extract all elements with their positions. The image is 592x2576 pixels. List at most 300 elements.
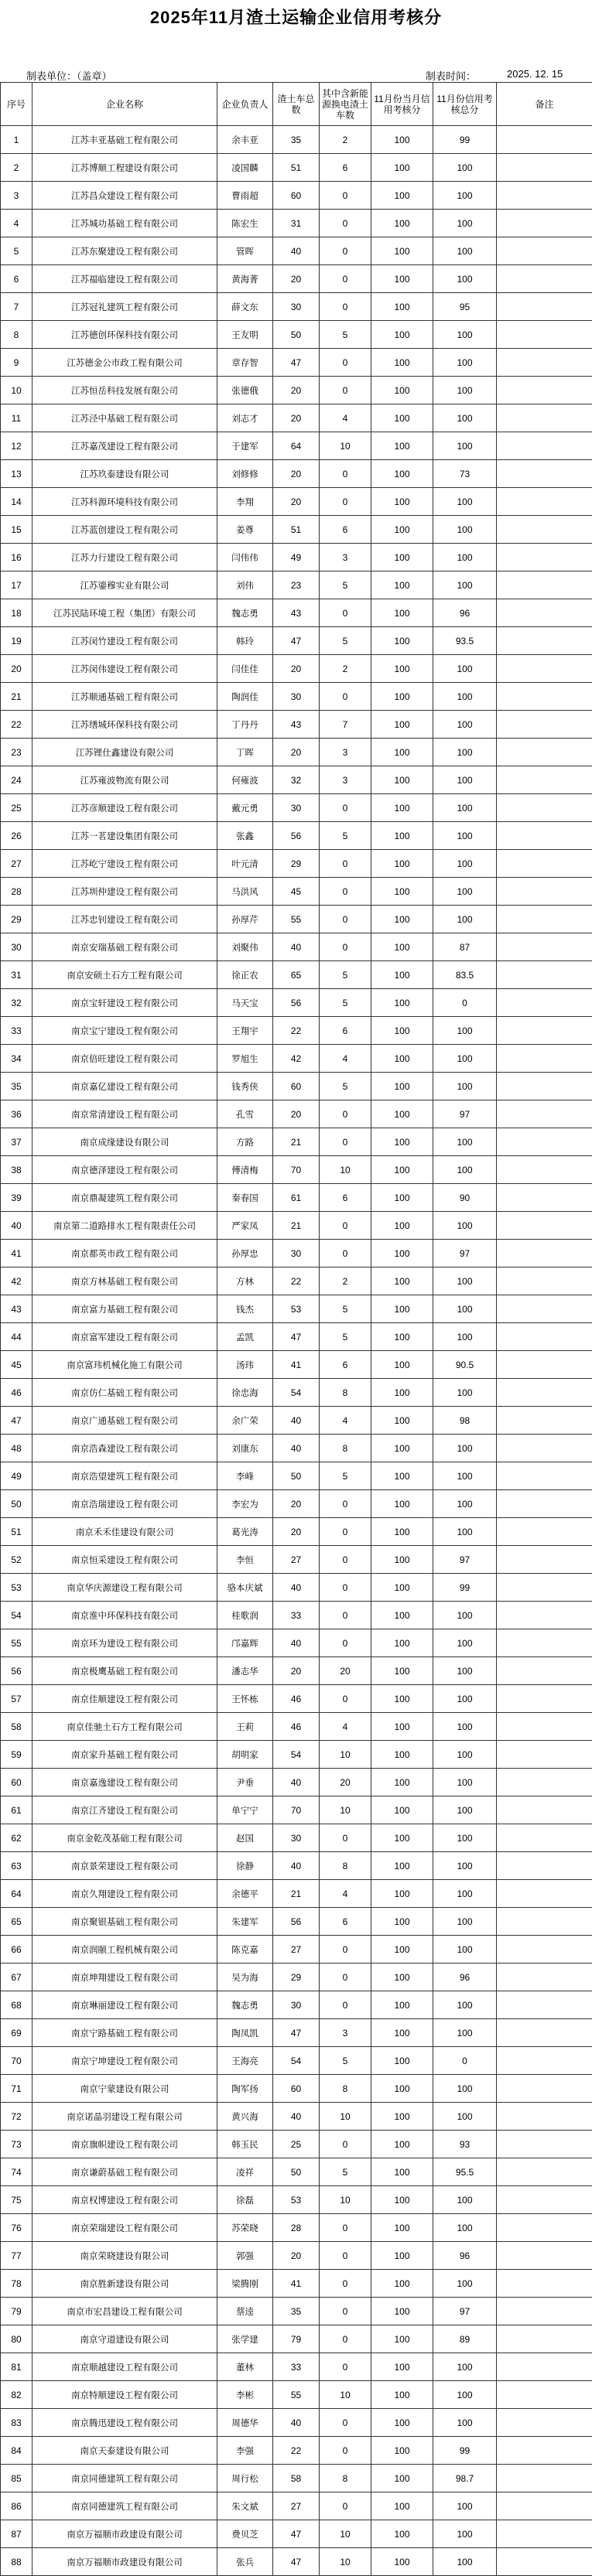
cell-person: 尹垂 — [217, 1769, 273, 1796]
table-row — [1, 460, 592, 488]
cell-month-score: 100 — [371, 2186, 433, 2214]
cell-person: 潘志华 — [217, 1657, 273, 1685]
cell-new-energy: 6 — [320, 1184, 371, 1212]
cell-month-score: 100 — [371, 2353, 433, 2381]
cell-remark — [497, 1017, 592, 1045]
table-row — [1, 1741, 592, 1769]
cell-month-score: 100 — [371, 2437, 433, 2465]
cell-month-score: 100 — [371, 850, 433, 878]
cell-total-score: 98 — [433, 1407, 497, 1435]
cell-total-score: 100 — [433, 906, 497, 933]
cell-month-score: 100 — [371, 126, 433, 154]
cell-trucks: 40 — [273, 2409, 320, 2437]
cell-month-score: 100 — [371, 627, 433, 655]
cell-company: 南京禾禾佳建设有限公司 — [33, 1518, 217, 1546]
cell-trucks: 51 — [273, 516, 320, 544]
cell-remark — [497, 1268, 592, 1295]
table-row — [1, 1880, 592, 1908]
cell-new-energy: 0 — [320, 2325, 371, 2353]
cell-month-score: 100 — [371, 2492, 433, 2520]
cell-index: 74 — [1, 2158, 33, 2186]
cell-index: 14 — [1, 488, 33, 516]
cell-person: 张鑫 — [217, 822, 273, 850]
cell-total-score: 100 — [433, 711, 497, 739]
cell-index: 62 — [1, 1824, 33, 1852]
cell-remark — [497, 599, 592, 627]
header-company: 企业名称 — [33, 83, 217, 126]
cell-index: 36 — [1, 1100, 33, 1128]
cell-month-score: 100 — [371, 2019, 433, 2047]
cell-company: 江苏锂仕鑫建设有限公司 — [33, 739, 217, 766]
cell-month-score: 100 — [371, 1268, 433, 1295]
cell-person: 孔雪 — [217, 1100, 273, 1128]
cell-trucks: 40 — [273, 1629, 320, 1657]
cell-remark — [497, 2548, 592, 2576]
cell-month-score: 100 — [371, 571, 433, 599]
table-row — [1, 1908, 592, 1936]
cell-month-score: 100 — [371, 2158, 433, 2186]
cell-remark — [497, 1908, 592, 1936]
table-row — [1, 1796, 592, 1824]
cell-new-energy: 4 — [320, 1880, 371, 1908]
table-row — [1, 432, 592, 460]
cell-month-score: 100 — [371, 1518, 433, 1546]
cell-month-score: 100 — [371, 1462, 433, 1490]
cell-month-score: 100 — [371, 432, 433, 460]
cell-remark — [497, 1769, 592, 1796]
cell-index: 29 — [1, 906, 33, 933]
cell-trucks: 40 — [273, 2103, 320, 2131]
cell-total-score: 100 — [433, 377, 497, 404]
cell-month-score: 100 — [371, 404, 433, 432]
cell-trucks: 30 — [273, 794, 320, 822]
cell-remark — [497, 2131, 592, 2158]
cell-new-energy: 8 — [320, 2075, 371, 2103]
cell-person: 方林 — [217, 1268, 273, 1295]
cell-trucks: 43 — [273, 599, 320, 627]
cell-remark — [497, 878, 592, 906]
cell-company: 江苏一茗建设集团有限公司 — [33, 822, 217, 850]
cell-trucks: 43 — [273, 711, 320, 739]
cell-total-score: 100 — [433, 349, 497, 377]
cell-company: 江苏恒岳科技发展有限公司 — [33, 377, 217, 404]
cell-trucks: 70 — [273, 1796, 320, 1824]
cell-month-score: 100 — [371, 154, 433, 182]
cell-month-score: 100 — [371, 1964, 433, 1991]
cell-remark — [497, 1462, 592, 1490]
cell-person: 费贝芝 — [217, 2520, 273, 2548]
cell-index: 46 — [1, 1379, 33, 1407]
cell-month-score: 100 — [371, 1880, 433, 1908]
cell-remark — [497, 2381, 592, 2409]
cell-person: 郭强 — [217, 2242, 273, 2270]
cell-person: 李翔 — [217, 488, 273, 516]
cell-remark — [497, 1657, 592, 1685]
header-month-score: 11月份当月信用考核分 — [371, 83, 433, 126]
cell-trucks: 53 — [273, 2186, 320, 2214]
table-row — [1, 989, 592, 1017]
cell-new-energy: 5 — [320, 321, 371, 349]
cell-new-energy: 10 — [320, 1156, 371, 1184]
cell-trucks: 30 — [273, 293, 320, 321]
cell-index: 51 — [1, 1518, 33, 1546]
cell-remark — [497, 711, 592, 739]
cell-total-score: 97 — [433, 1546, 497, 1574]
cell-trucks: 40 — [273, 1852, 320, 1880]
cell-index: 30 — [1, 933, 33, 961]
table-row — [1, 933, 592, 961]
cell-new-energy: 10 — [320, 432, 371, 460]
cell-month-score: 100 — [371, 1407, 433, 1435]
cell-month-score: 100 — [371, 349, 433, 377]
cell-company: 江苏城功基础工程有限公司 — [33, 210, 217, 237]
cell-person: 傅清梅 — [217, 1156, 273, 1184]
header-row — [1, 83, 592, 126]
cell-total-score: 96 — [433, 1964, 497, 1991]
cell-index: 45 — [1, 1351, 33, 1379]
cell-total-score: 95 — [433, 293, 497, 321]
cell-remark — [497, 265, 592, 293]
cell-index: 65 — [1, 1908, 33, 1936]
date-value: 2025. 12. 15 — [507, 68, 563, 80]
cell-month-score: 100 — [371, 2131, 433, 2158]
cell-company: 南京坤翔建设工程有限公司 — [33, 1964, 217, 1991]
cell-person: 李强 — [217, 2437, 273, 2465]
cell-remark — [497, 1936, 592, 1964]
table-row — [1, 683, 592, 711]
cell-trucks: 60 — [273, 2075, 320, 2103]
cell-new-energy: 5 — [320, 989, 371, 1017]
cell-month-score: 100 — [371, 1908, 433, 1936]
cell-person: 周行松 — [217, 2465, 273, 2492]
cell-person: 钱杰 — [217, 1295, 273, 1323]
table-row — [1, 1518, 592, 1546]
cell-trucks: 40 — [273, 933, 320, 961]
cell-company: 南京同德建筑工程有限公司 — [33, 2492, 217, 2520]
cell-total-score: 90.5 — [433, 1351, 497, 1379]
cell-total-score: 100 — [433, 544, 497, 571]
cell-company: 南京极鹰基础工程有限公司 — [33, 1657, 217, 1685]
cell-month-score: 100 — [371, 1490, 433, 1518]
cell-index: 20 — [1, 655, 33, 683]
cell-trucks: 65 — [273, 961, 320, 989]
cell-index: 13 — [1, 460, 33, 488]
cell-index: 60 — [1, 1769, 33, 1796]
cell-index: 26 — [1, 822, 33, 850]
cell-person: 陶军扬 — [217, 2075, 273, 2103]
cell-trucks: 41 — [273, 1351, 320, 1379]
cell-month-score: 100 — [371, 544, 433, 571]
cell-month-score: 100 — [371, 1435, 433, 1462]
cell-new-energy: 0 — [320, 683, 371, 711]
cell-company: 南京富军建设工程有限公司 — [33, 1323, 217, 1351]
cell-trucks: 55 — [273, 2381, 320, 2409]
cell-company: 南京宁蒙建设有限公司 — [33, 2075, 217, 2103]
cell-trucks: 47 — [273, 1323, 320, 1351]
cell-company: 江苏忠钊建设工程有限公司 — [33, 906, 217, 933]
cell-trucks: 30 — [273, 1240, 320, 1268]
table-row — [1, 154, 592, 182]
cell-company: 南京鼎凝建筑工程有限公司 — [33, 1184, 217, 1212]
cell-trucks: 64 — [273, 432, 320, 460]
table-row — [1, 906, 592, 933]
cell-remark — [497, 182, 592, 210]
cell-trucks: 79 — [273, 2325, 320, 2353]
cell-month-score: 100 — [371, 1295, 433, 1323]
cell-company: 南京宝轩建设工程有限公司 — [33, 989, 217, 1017]
cell-trucks: 54 — [273, 1741, 320, 1769]
cell-trucks: 47 — [273, 2548, 320, 2576]
table-row — [1, 1852, 592, 1880]
cell-company: 江苏屹宁建设工程有限公司 — [33, 850, 217, 878]
cell-company: 南京仿仁基础工程有限公司 — [33, 1379, 217, 1407]
cell-company: 南京方林基础工程有限公司 — [33, 1268, 217, 1295]
cell-remark — [497, 2298, 592, 2325]
cell-new-energy: 4 — [320, 404, 371, 432]
cell-company: 南京倍旺建设工程有限公司 — [33, 1045, 217, 1073]
cell-remark — [497, 989, 592, 1017]
table-row — [1, 1713, 592, 1741]
cell-total-score: 100 — [433, 1824, 497, 1852]
cell-company: 南京琳丽建设工程有限公司 — [33, 1991, 217, 2019]
cell-total-score: 100 — [433, 432, 497, 460]
cell-total-score: 100 — [433, 2409, 497, 2437]
cell-person: 陈克嘉 — [217, 1936, 273, 1964]
cell-month-score: 100 — [371, 488, 433, 516]
table-row — [1, 822, 592, 850]
cell-new-energy: 0 — [320, 794, 371, 822]
cell-new-energy: 5 — [320, 1073, 371, 1100]
cell-person: 徐忠海 — [217, 1379, 273, 1407]
table-row — [1, 1240, 592, 1268]
cell-total-score: 100 — [433, 2214, 497, 2242]
cell-person: 秦春国 — [217, 1184, 273, 1212]
cell-new-energy: 0 — [320, 1128, 371, 1156]
cell-total-score: 100 — [433, 1769, 497, 1796]
cell-index: 79 — [1, 2298, 33, 2325]
cell-remark — [497, 1240, 592, 1268]
cell-trucks: 20 — [273, 404, 320, 432]
cell-total-score: 96 — [433, 599, 497, 627]
cell-index: 44 — [1, 1323, 33, 1351]
cell-index: 24 — [1, 766, 33, 794]
table-row — [1, 2409, 592, 2437]
table-row — [1, 488, 592, 516]
cell-total-score: 100 — [433, 1073, 497, 1100]
cell-new-energy: 0 — [320, 210, 371, 237]
cell-company: 南京顺越建设工程有限公司 — [33, 2353, 217, 2381]
table-row — [1, 349, 592, 377]
cell-remark — [497, 516, 592, 544]
table-row — [1, 711, 592, 739]
cell-month-score: 100 — [371, 1796, 433, 1824]
cell-new-energy: 0 — [320, 265, 371, 293]
cell-total-score: 100 — [433, 2353, 497, 2381]
cell-total-score: 95.5 — [433, 2158, 497, 2186]
cell-total-score: 100 — [433, 1045, 497, 1073]
cell-month-score: 100 — [371, 1323, 433, 1351]
cell-person: 骆本庆斌 — [217, 1574, 273, 1602]
cell-total-score: 100 — [433, 1017, 497, 1045]
cell-month-score: 100 — [371, 711, 433, 739]
cell-company: 南京同德建筑工程有限公司 — [33, 2465, 217, 2492]
cell-remark — [497, 1546, 592, 1574]
cell-total-score: 100 — [433, 822, 497, 850]
cell-total-score: 100 — [433, 1880, 497, 1908]
cell-company: 南京聚银基础工程有限公司 — [33, 1908, 217, 1936]
cell-person: 汤玮 — [217, 1351, 273, 1379]
table-row — [1, 237, 592, 265]
cell-index: 2 — [1, 154, 33, 182]
cell-trucks: 20 — [273, 460, 320, 488]
cell-month-score: 100 — [371, 1574, 433, 1602]
cell-index: 81 — [1, 2353, 33, 2381]
cell-index: 59 — [1, 1741, 33, 1769]
cell-index: 10 — [1, 377, 33, 404]
cell-total-score: 100 — [433, 2548, 497, 2576]
cell-person: 桂歌润 — [217, 1602, 273, 1629]
cell-total-score: 100 — [433, 878, 497, 906]
cell-total-score: 100 — [433, 2103, 497, 2131]
cell-index: 88 — [1, 2548, 33, 2576]
cell-new-energy: 5 — [320, 571, 371, 599]
cell-total-score: 89 — [433, 2325, 497, 2353]
cell-company: 南京诺晶羽建设工程有限公司 — [33, 2103, 217, 2131]
cell-index: 85 — [1, 2465, 33, 2492]
cell-company: 江苏科源环境科技有限公司 — [33, 488, 217, 516]
cell-person: 张学建 — [217, 2325, 273, 2353]
cell-trucks: 56 — [273, 1908, 320, 1936]
cell-new-energy: 6 — [320, 154, 371, 182]
cell-index: 58 — [1, 1713, 33, 1741]
cell-person: 董林 — [217, 2353, 273, 2381]
cell-remark — [497, 1156, 592, 1184]
cell-trucks: 54 — [273, 2047, 320, 2075]
cell-remark — [497, 2186, 592, 2214]
cell-new-energy: 2 — [320, 126, 371, 154]
table-row — [1, 1268, 592, 1295]
cell-person: 周德华 — [217, 2409, 273, 2437]
cell-index: 49 — [1, 1462, 33, 1490]
cell-total-score: 100 — [433, 1435, 497, 1462]
cell-total-score: 100 — [433, 1629, 497, 1657]
cell-new-energy: 0 — [320, 933, 371, 961]
cell-person: 章存智 — [217, 349, 273, 377]
cell-index: 12 — [1, 432, 33, 460]
cell-person: 闫伟伟 — [217, 544, 273, 571]
cell-company: 南京家升基础工程有限公司 — [33, 1741, 217, 1769]
cell-new-energy: 3 — [320, 739, 371, 766]
cell-month-score: 100 — [371, 1741, 433, 1769]
cell-total-score: 100 — [433, 1796, 497, 1824]
cell-company: 南京常清建设工程有限公司 — [33, 1100, 217, 1128]
cell-index: 6 — [1, 265, 33, 293]
cell-remark — [497, 1128, 592, 1156]
cell-person: 李恒 — [217, 1546, 273, 1574]
header-trucks: 渣土车总数 — [273, 83, 320, 126]
cell-total-score: 73 — [433, 460, 497, 488]
table-row — [1, 2298, 592, 2325]
cell-trucks: 32 — [273, 766, 320, 794]
cell-index: 33 — [1, 1017, 33, 1045]
cell-index: 32 — [1, 989, 33, 1017]
cell-new-energy: 3 — [320, 766, 371, 794]
cell-new-energy: 0 — [320, 237, 371, 265]
cell-remark — [497, 1407, 592, 1435]
cell-new-energy: 0 — [320, 1991, 371, 2019]
credit-score-table — [0, 82, 592, 2576]
cell-person: 刘志才 — [217, 404, 273, 432]
cell-trucks: 42 — [273, 1045, 320, 1073]
table-row — [1, 2186, 592, 2214]
cell-trucks: 47 — [273, 2520, 320, 2548]
cell-month-score: 100 — [371, 1184, 433, 1212]
cell-company: 南京荣瑞建设工程有限公司 — [33, 2214, 217, 2242]
cell-person: 黄兴海 — [217, 2103, 273, 2131]
cell-index: 3 — [1, 182, 33, 210]
cell-index: 42 — [1, 1268, 33, 1295]
cell-new-energy: 8 — [320, 1852, 371, 1880]
cell-new-energy: 0 — [320, 1685, 371, 1713]
cell-remark — [497, 1045, 592, 1073]
cell-person: 孙厚芹 — [217, 906, 273, 933]
cell-total-score: 100 — [433, 2186, 497, 2214]
table-row — [1, 1462, 592, 1490]
cell-total-score: 100 — [433, 571, 497, 599]
cell-company: 南京佳驰土石方工程有限公司 — [33, 1713, 217, 1741]
cell-index: 61 — [1, 1796, 33, 1824]
cell-index: 43 — [1, 1295, 33, 1323]
table-row — [1, 2465, 592, 2492]
cell-trucks: 40 — [273, 1435, 320, 1462]
cell-index: 67 — [1, 1964, 33, 1991]
cell-trucks: 50 — [273, 321, 320, 349]
cell-company: 江苏闵竹建设工程有限公司 — [33, 627, 217, 655]
cell-trucks: 47 — [273, 2019, 320, 2047]
cell-company: 江苏雍波物流有限公司 — [33, 766, 217, 794]
cell-index: 23 — [1, 739, 33, 766]
cell-trucks: 47 — [273, 349, 320, 377]
cell-new-energy: 4 — [320, 1713, 371, 1741]
cell-remark — [497, 1685, 592, 1713]
cell-company: 南京恒采建设工程有限公司 — [33, 1546, 217, 1574]
cell-index: 76 — [1, 2214, 33, 2242]
cell-index: 19 — [1, 627, 33, 655]
cell-company: 江苏博顺工程建设有限公司 — [33, 154, 217, 182]
cell-index: 80 — [1, 2325, 33, 2353]
cell-remark — [497, 1964, 592, 1991]
cell-total-score: 100 — [433, 1323, 497, 1351]
table-row — [1, 1017, 592, 1045]
cell-person: 单宁宁 — [217, 1796, 273, 1824]
cell-new-energy: 0 — [320, 1964, 371, 1991]
cell-index: 39 — [1, 1184, 33, 1212]
cell-month-score: 100 — [371, 599, 433, 627]
cell-remark — [497, 432, 592, 460]
cell-remark — [497, 627, 592, 655]
cell-company: 南京华庆源建设工程有限公司 — [33, 1574, 217, 1602]
cell-total-score: 97 — [433, 1100, 497, 1128]
cell-trucks: 46 — [273, 1685, 320, 1713]
cell-index: 82 — [1, 2381, 33, 2409]
cell-company: 南京胜新建设有限公司 — [33, 2270, 217, 2298]
cell-total-score: 100 — [433, 321, 497, 349]
cell-month-score: 100 — [371, 182, 433, 210]
cell-company: 南京都英市政工程有限公司 — [33, 1240, 217, 1268]
cell-total-score: 100 — [433, 2492, 497, 2520]
cell-trucks: 29 — [273, 850, 320, 878]
cell-person: 韩玲 — [217, 627, 273, 655]
